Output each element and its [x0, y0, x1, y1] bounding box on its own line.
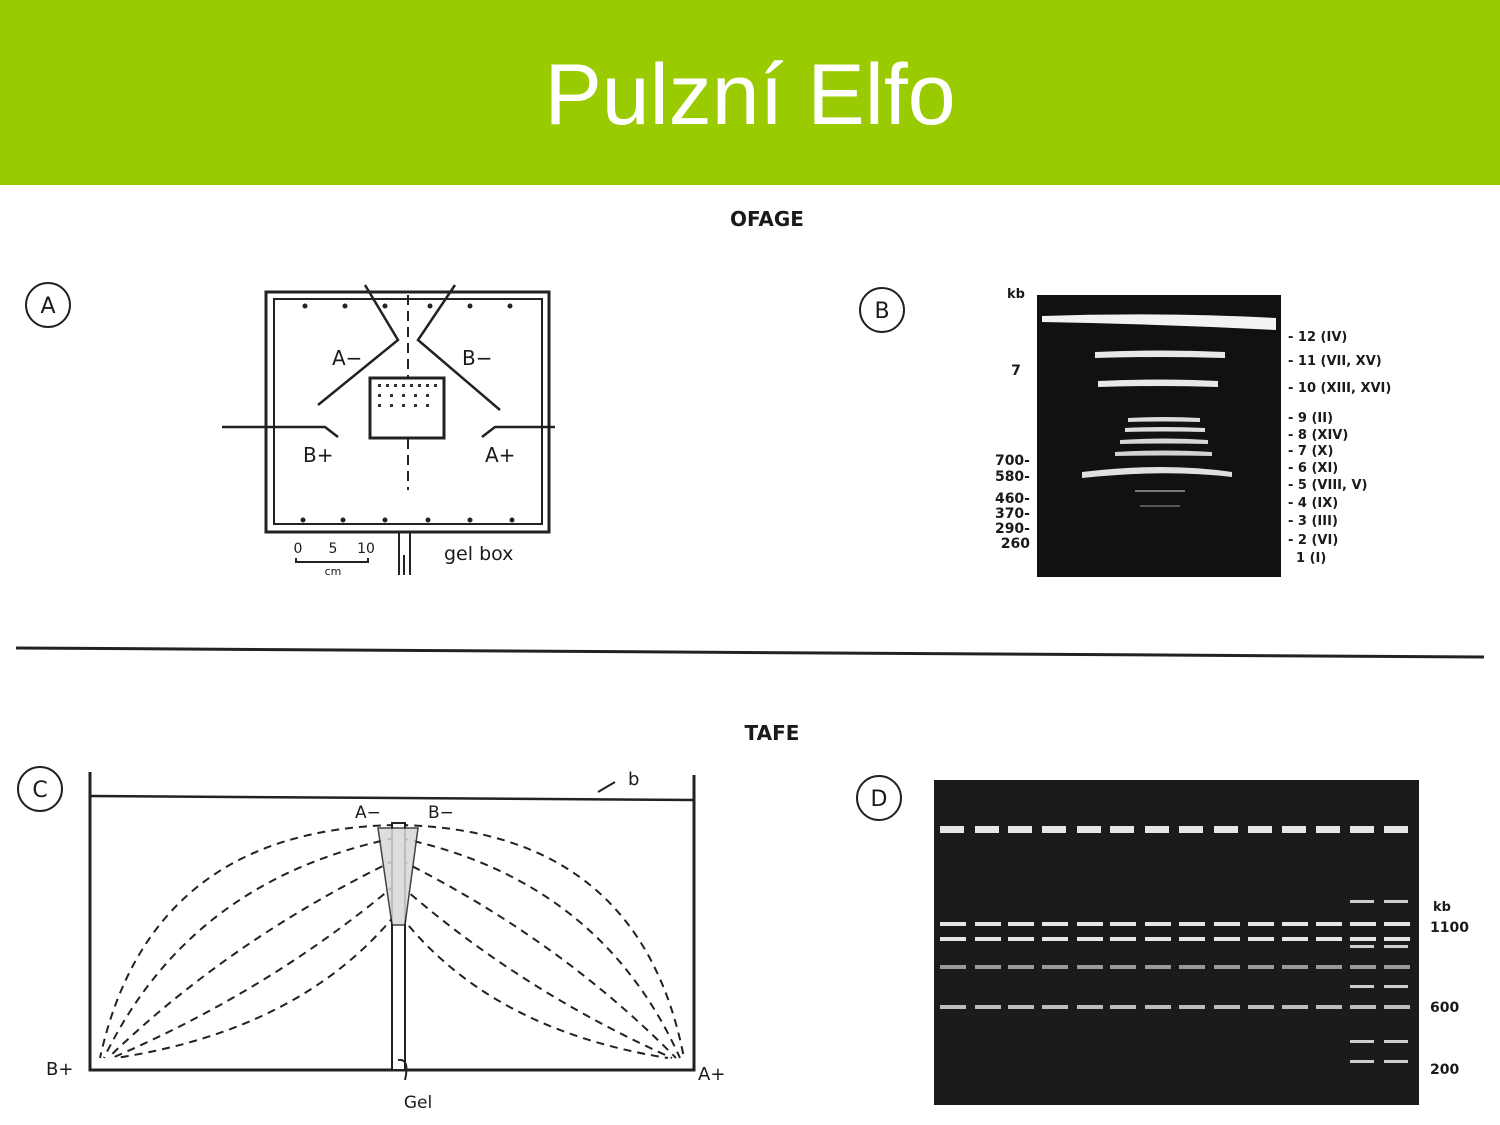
gel-d-band [1077, 1005, 1103, 1009]
gel-d-band [1214, 965, 1240, 969]
b-marker: b [628, 769, 640, 790]
panel-d-label: D [870, 787, 888, 812]
gel-d-band [940, 826, 964, 833]
gel-d-band [1110, 965, 1136, 969]
gel-d-band [1145, 922, 1171, 926]
gel-d-ladder-band [1350, 1060, 1374, 1063]
gel-d-marker-600: 600 [1430, 1000, 1460, 1016]
gel-d-band [1077, 826, 1101, 833]
gel-d-band [1179, 1005, 1205, 1009]
left-marker: 7 [1011, 363, 1021, 379]
left-marker: 260 [1000, 536, 1030, 552]
ofage-b-minus-label: B− [462, 346, 493, 370]
tafe-b-minus-label: B− [428, 803, 454, 823]
gel-d-band [1042, 1005, 1068, 1009]
gel-d-band [1179, 922, 1205, 926]
gel-d-ladder-band [1384, 1060, 1408, 1063]
gel-d-ladder-band [1350, 945, 1374, 948]
gel-d-band [1282, 826, 1306, 833]
gel-d-band [940, 922, 966, 926]
gel-d-ladder-band [1384, 1040, 1408, 1043]
left-marker: 290- [994, 521, 1030, 537]
gel-d-band [1350, 965, 1376, 969]
gel-d-band [1145, 965, 1171, 969]
gel-b-band-labels [1288, 330, 1391, 566]
scale-bar [294, 541, 375, 578]
ofage-heading: OFAGE [730, 207, 804, 231]
gel-d-band [1008, 922, 1034, 926]
scale-unit: cm [324, 565, 342, 578]
gel-d-band [1214, 922, 1240, 926]
gel-d-band [940, 965, 966, 969]
panel-d [857, 776, 1469, 1105]
gel-d-band [1214, 937, 1240, 941]
gel-d-band [1316, 1005, 1342, 1009]
gel-d-band [1145, 937, 1171, 941]
scale-tick-10: 10 [357, 541, 375, 557]
band-label-9: - 9 (II) [1288, 411, 1334, 426]
band-label-1: 1 (I) [1296, 551, 1327, 566]
ofage-a-minus-label: A− [332, 346, 363, 370]
gel-d-band [1316, 937, 1342, 941]
gel-d-band [1110, 1005, 1136, 1009]
band-label-10: - 10 (XIII, XVI) [1288, 381, 1392, 396]
panel-b-label: B [874, 299, 890, 324]
tafe-b-plus-label: B+ [46, 1059, 74, 1080]
left-marker: 370- [994, 506, 1030, 522]
gel-d-band [1282, 1005, 1308, 1009]
gel-d-band [1145, 826, 1169, 833]
gel-d-band [1384, 965, 1410, 969]
gel-d-band [1248, 965, 1274, 969]
gel-d-band [1042, 937, 1068, 941]
panel-b [860, 287, 1391, 577]
panel-a [26, 283, 555, 578]
gel-d-band [975, 922, 1001, 926]
gel-d-band [940, 1005, 966, 1009]
band-label-3: - 3 (III) [1288, 514, 1338, 529]
band-label-2: - 2 (VI) [1288, 533, 1339, 548]
gel-d-band [1008, 965, 1034, 969]
gel-d-band [1179, 937, 1205, 941]
gel-image-b [1037, 295, 1281, 577]
gel-d-ladder-band [1350, 1040, 1374, 1043]
gel-d-band [1316, 922, 1342, 926]
gel-d-band [1384, 922, 1410, 926]
gel-d-band [1077, 965, 1103, 969]
panel-a-label: A [40, 294, 56, 319]
gel-d-band [975, 1005, 1001, 1009]
panel-c-label: C [32, 778, 48, 803]
gel-d-band [1350, 1005, 1376, 1009]
scale-tick-0: 0 [293, 541, 303, 557]
gel-d-band [1350, 937, 1376, 941]
gel-d-band [1042, 922, 1068, 926]
drain-tube [399, 532, 410, 575]
gel-d-marker-1100: 1100 [1430, 920, 1469, 936]
gel-d-band [1248, 826, 1272, 833]
band-label-12: - 12 (IV) [1288, 330, 1348, 345]
gel-box-caption: gel box [444, 543, 514, 565]
ofage-a-plus-label: A+ [485, 443, 516, 467]
gel-d-band [1077, 922, 1103, 926]
gel-d-band [1110, 937, 1136, 941]
gel-d-band [1179, 826, 1203, 833]
section-divider [16, 648, 1484, 657]
tafe-heading: TAFE [744, 721, 800, 745]
gel-d-band [1248, 1005, 1274, 1009]
band-label-6: - 6 (XI) [1288, 461, 1339, 476]
electrode-dots-bottom [301, 518, 515, 523]
band-label-7: - 7 (X) [1288, 444, 1334, 459]
gel-b-unit: kb [1007, 287, 1025, 302]
gel-d-band [975, 826, 999, 833]
left-marker: 460- [994, 491, 1030, 507]
gel-slab [370, 378, 444, 438]
gel-d-band [1145, 1005, 1171, 1009]
gel-d-ladder-band [1350, 985, 1374, 988]
gel-d-band [975, 965, 1001, 969]
gel-d-band [1042, 965, 1068, 969]
gel-d-band [1384, 826, 1408, 833]
gel-d-band [1110, 922, 1136, 926]
electrophoresis-figure [0, 185, 1500, 1125]
gel-d-band [975, 937, 1001, 941]
gel-b-left-markers [995, 363, 1030, 552]
gel-d-band [1248, 937, 1274, 941]
gel-d-band [1282, 965, 1308, 969]
ofage-b-plus-label: B+ [303, 443, 334, 467]
gel-field-cone [378, 828, 418, 925]
band-label-5: - 5 (VIII, V) [1288, 478, 1368, 493]
gel-d-ladder-band [1350, 900, 1374, 903]
gel-d-band [1214, 826, 1238, 833]
gel-d-band [1008, 937, 1034, 941]
gel-d-band [1077, 937, 1103, 941]
gel-d-band [1350, 922, 1376, 926]
gel-image-d [934, 780, 1419, 1105]
gel-d-band [1384, 1005, 1410, 1009]
gel-d-ladder-band [1384, 900, 1408, 903]
band-label-11: - 11 (VII, XV) [1288, 354, 1382, 369]
gel-d-band [1042, 826, 1066, 833]
gel-d-band [1316, 965, 1342, 969]
scale-tick-5: 5 [328, 541, 338, 557]
gel-d-unit: kb [1433, 900, 1451, 915]
gel-d-band [1008, 1005, 1034, 1009]
gel-d-ladder-band [1384, 945, 1408, 948]
gel-d-band [1110, 826, 1134, 833]
gel-d-band [1179, 965, 1205, 969]
gel-d-band [1248, 922, 1274, 926]
slide-title: Pulzní Elfo [544, 47, 956, 143]
gel-d-band [1350, 826, 1374, 833]
left-marker: 700- [994, 453, 1030, 469]
gel-d-band [1214, 1005, 1240, 1009]
gel-d-band [1282, 937, 1308, 941]
gel-d-ladder-band [1384, 985, 1408, 988]
gel-d-band [1282, 922, 1308, 926]
tafe-a-minus-label: A− [355, 803, 381, 823]
band-label-8: - 8 (XIV) [1288, 428, 1349, 443]
left-marker: 580- [994, 469, 1030, 485]
gel-d-band [1008, 826, 1032, 833]
tafe-a-plus-label: A+ [698, 1064, 726, 1085]
panel-c [18, 767, 725, 1113]
gel-d-band [1384, 937, 1410, 941]
band-label-4: - 4 (IX) [1288, 496, 1339, 511]
gel-d-band [940, 937, 966, 941]
gel-d-marker-200: 200 [1430, 1062, 1460, 1078]
buffer-level [90, 796, 694, 800]
b-arrow [598, 782, 615, 792]
gel-label: Gel [403, 1093, 433, 1113]
gel-d-band [1316, 826, 1340, 833]
